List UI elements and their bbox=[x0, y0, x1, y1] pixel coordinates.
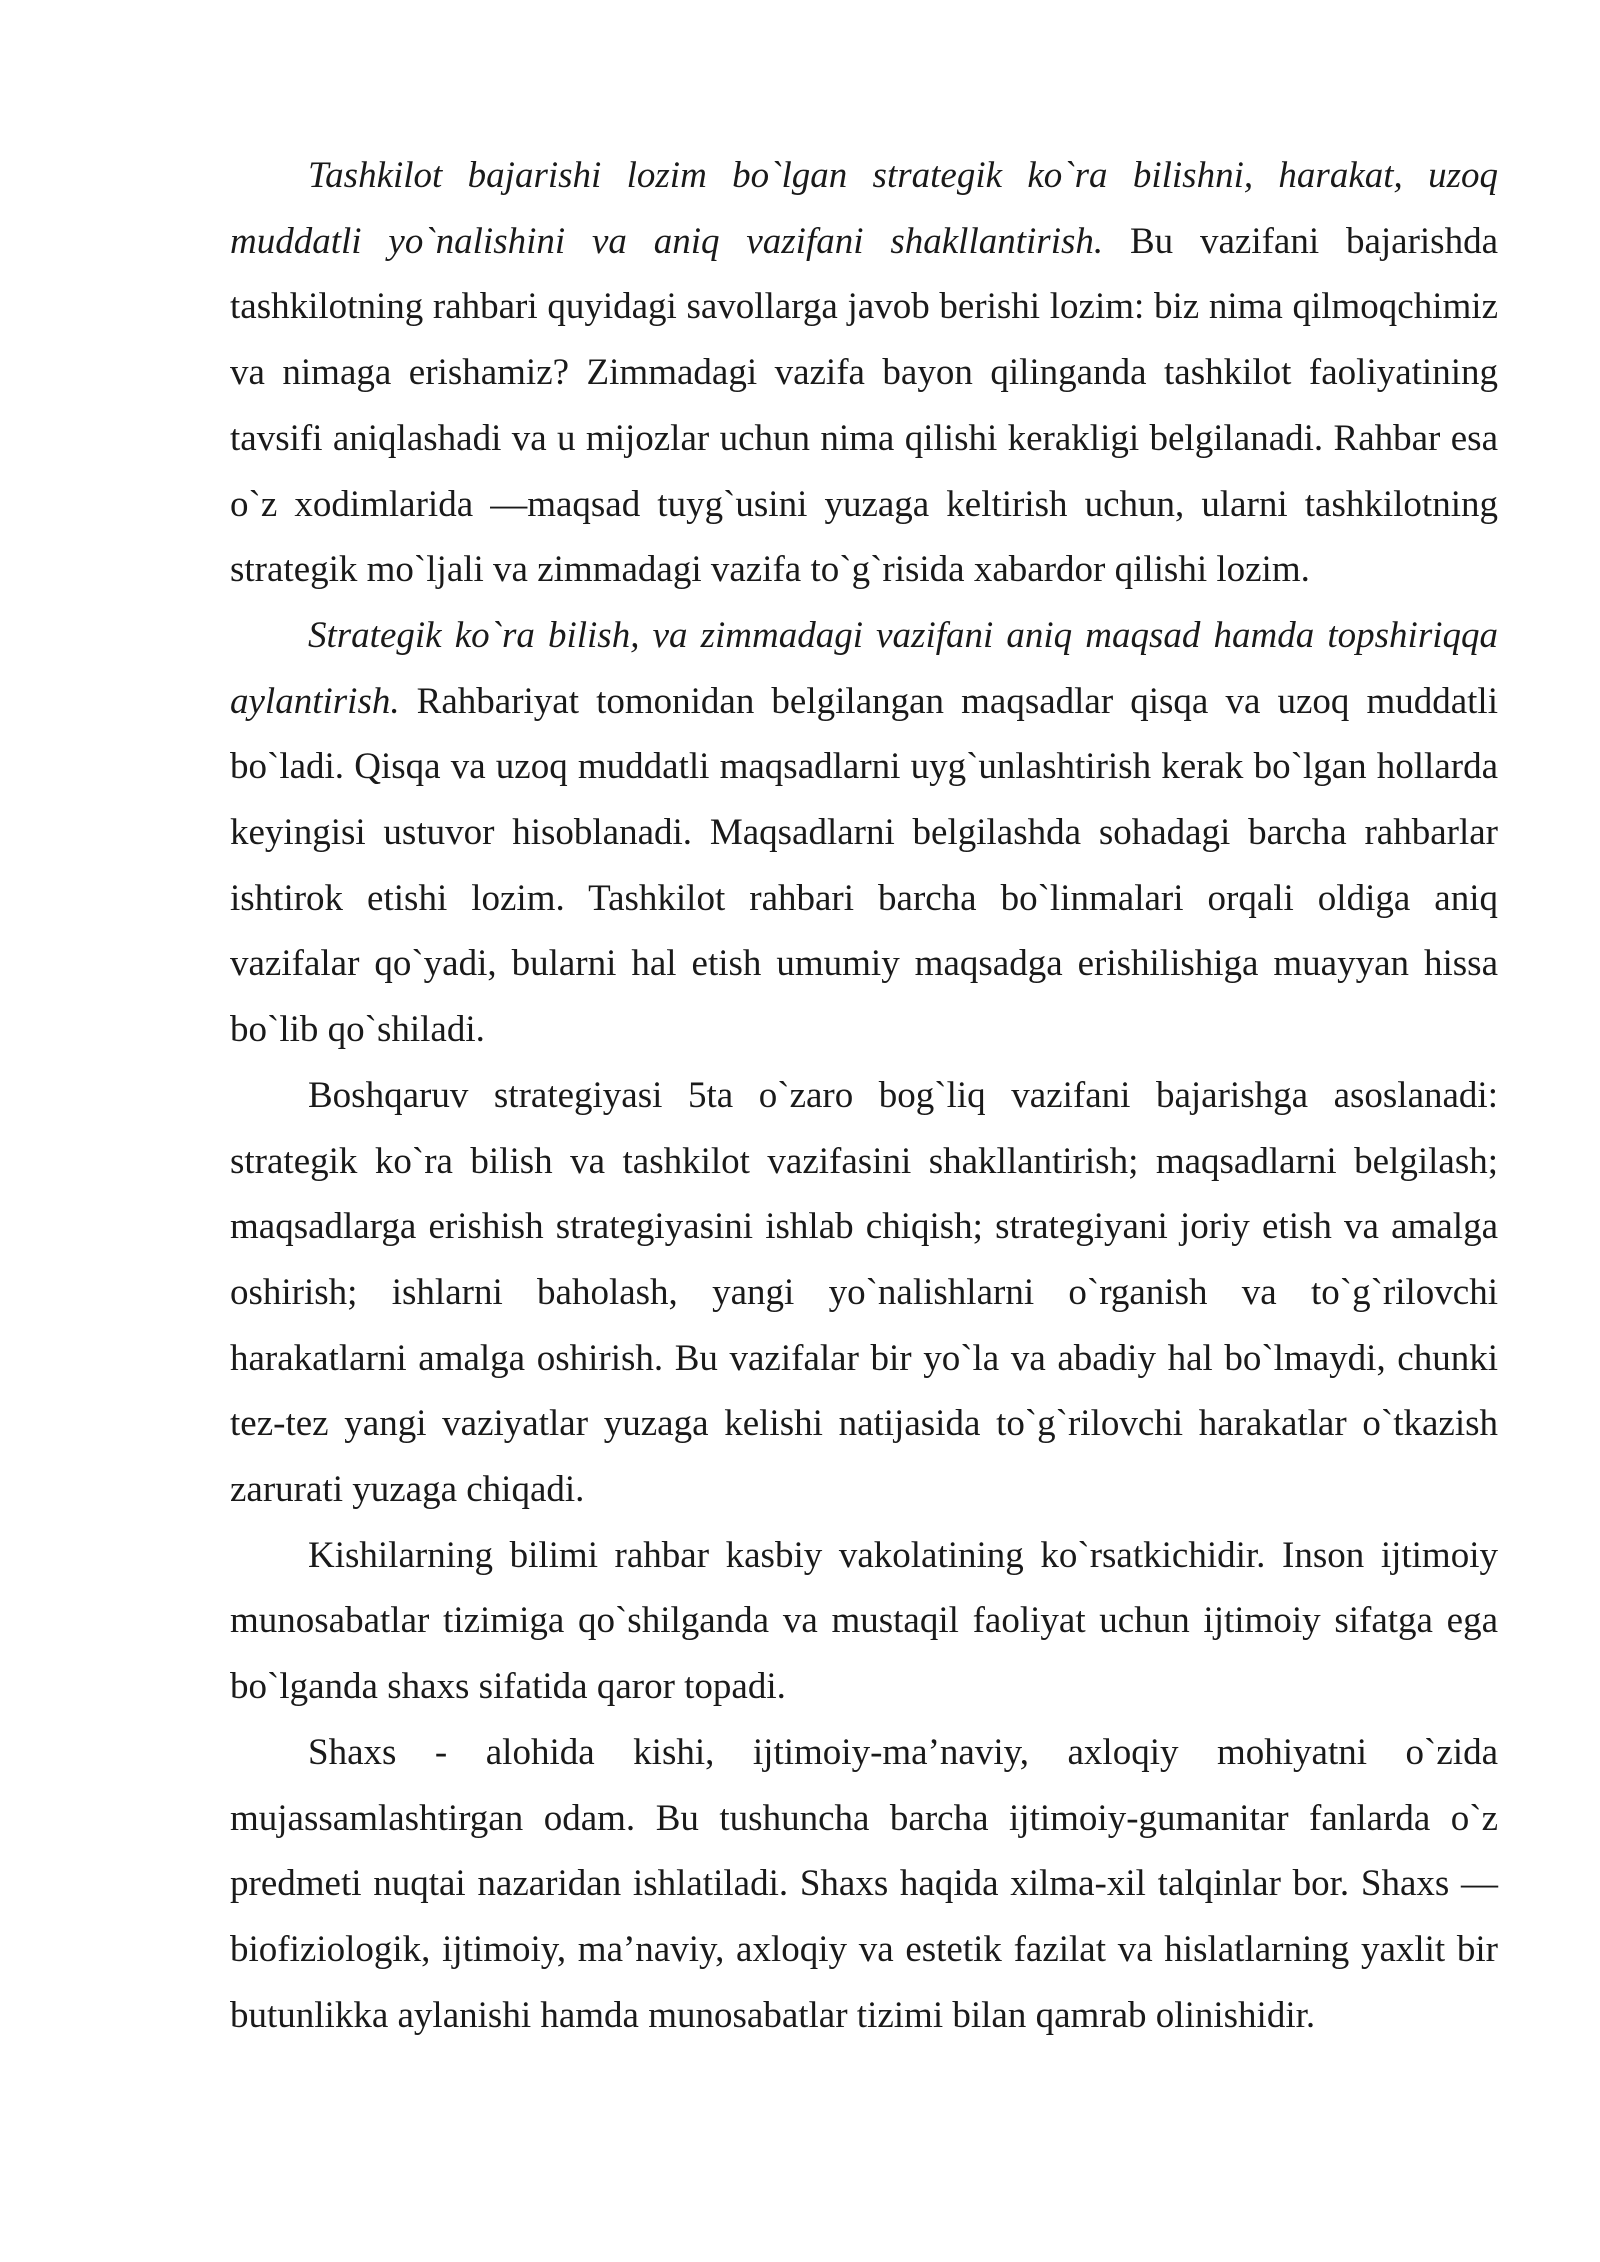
paragraph-lead-italic: Strategik ko`ra bilish, va zimmadagi vazifani aniq maqsad hamda topshiriqqa aylantirish. bbox=[230, 614, 1498, 722]
paragraph-text: Shaxs - alohida kishi, ijtimoiy-ma’naviy, axloqiy mohiyatni o`zida mujassamlashtirgan odam. Bu tushuncha barcha ijtimoiy-gumanitar fanlarda o`z predmeti nuqtai nazaridan ishlatiladi. Shaxs haqida xilma-xil talqinlar bor. Shaxs — biofiziologik, ijtimoiy, ma’naviy, axloqiy va estetik fazilat va hislatlarning yaxlit bir butunlikka aylanishi hamda munosabatlar tizimi bilan qamrab olinishidir. bbox=[230, 1731, 1498, 2036]
paragraph-lead-italic: Tashkilot bajarishi lozim bo`lgan strategik ko`ra bilishni, harakat, uzoq muddatli yo`nalishini va aniq vazifani shakllantirish. bbox=[230, 155, 1498, 262]
paragraph-strategic-vision bbox=[230, 143, 1498, 603]
document-body bbox=[230, 143, 1498, 2048]
paragraph-text: Bu vazifani bajarishda tashkilotning rahbari quyidagi savollarga javob berishi lozim: biz nima qilmoqchimiz va nimaga erishamiz? Zimmadagi vazifa bayon qilinganda tashkilot faoliyatining tavsifi aniqlashadi va u mijozlar uchun nima qilishi kerakligi belgilanadi. Rahbar esa o`z xodimlarida ―maqsad tuyg`usini yuzaga keltirish uchun, ularni tashkilotning strategik mo`ljali va zimmadagi vazifa to`g`risida xabardor qilishi lozim. bbox=[230, 220, 1499, 591]
paragraph-text: Rahbariyat tomonidan belgilangan maqsadlar qisqa va uzoq muddatli bo`ladi. Qisqa va uzoq muddatli maqsadlarni uyg`unlashtirish kerak bo`lgan hollarda keyingisi ustuvor hisoblanadi. Maqsadlarni belgilashda sohadagi barcha rahbarlar ishtirok etishi lozim. Tashkilot rahbari barcha bo`linmalari orqali oldiga aniq vazifalar qo`yadi, bularni hal etish umumiy maqsadga erishilishiga muayyan hissa bo`lib qo`shiladi. bbox=[230, 680, 1498, 1051]
paragraph-text: Boshqaruv strategiyasi 5ta o`zaro bog`liq vazifani bajarishga asoslanadi: strategik ko`ra bilish va tashkilot vazifasini shakllantirish; maqsadlarni belgilash; maqsadlarga erishish strategiyasini ishlab chiqish; strategiyani joriy etish va amalga oshirish; ishlarni baholash, yangi yo`nalishlarni o`rganish va to`g`rilovchi harakatlarni amalga oshirish. Bu vazifalar bir yo`la va abadiy hal bo`lmaydi, chunki tez-tez yangi vaziyatlar yuzaga kelishi natijasida to`g`rilovchi harakatlar o`tkazish zarurati yuzaga chiqadi. bbox=[230, 1074, 1498, 1511]
paragraph-personality bbox=[230, 1720, 1498, 2049]
paragraph-knowledge bbox=[230, 1523, 1498, 1720]
paragraph-goals bbox=[230, 603, 1498, 1063]
paragraph-management-strategy bbox=[230, 1063, 1498, 1523]
paragraph-text: Kishilarning bilimi rahbar kasbiy vakolatining ko`rsatkichidir. Inson ijtimoiy munosabatlar tizimiga qo`shilganda va mustaqil faoliyat uchun ijtimoiy sifatga ega bo`lganda shaxs sifatida qaror topadi. bbox=[230, 1534, 1498, 1708]
